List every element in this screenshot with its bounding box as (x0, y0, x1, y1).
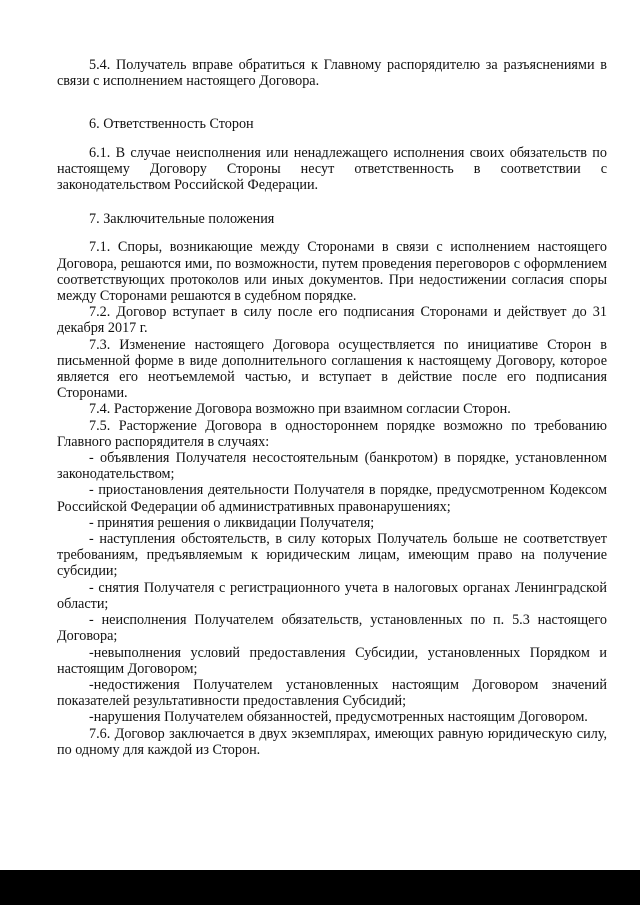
list-item: -нарушения Получателем обязанностей, предусмотренных настоящим Договором. (89, 709, 588, 726)
clause-7-6: 7.6. Договор заключается в двух экземплярах, имеющих равную юридическую силу, по одному для каждой из Сторон. (57, 725, 607, 758)
clause-7-4: 7.4. Расторжение Договора возможно при взаимном согласии Сторон. (89, 401, 511, 418)
list-item: -недостижения Получателем установленных настоящим Договором значений показателей результативности предоставления Субсидий; (57, 676, 607, 710)
clause-7-1: 7.1. Споры, возникающие между Сторонами в связи с исполнением настоящего Договора, решаются ими, по возможности, путем проведения переговоров с оформлением соответствующих протоколов или иных документов. При недостижении согласия споры между Сторонами решаются в судебном порядке. (57, 239, 607, 305)
section-7-heading: 7. Заключительные положения (89, 211, 275, 228)
list-item: - приостановления деятельности Получателя в порядке, предусмотренном Кодексом Российской Федерации об административных правонарушениях; (57, 482, 607, 515)
scan-bottom-edge (0, 870, 640, 905)
clause-7-5: 7.5. Расторжение Договора в одностороннем порядке возможно по требованию Главного распорядителя в случаях: (57, 417, 607, 450)
list-item: - принятия решения о ликвидации Получателя; (89, 514, 375, 531)
section-6-heading: 6. Ответственность Сторон (89, 116, 254, 133)
document-body (57, 57, 607, 758)
clause-5-4: 5.4. Получатель вправе обратиться к Главному распорядителю за разъяснениями в связи с исполнением настоящего Договора. (57, 57, 607, 90)
list-item: - неисполнения Получателем обязательств, установленных по п. 5.3 настоящего Договора; (57, 612, 607, 645)
clause-7-3: 7.3. Изменение настоящего Договора осуществляется по инициативе Сторон в письменной форме в виде дополнительного соглашения к настоящему Договору, которое является его неотъемлемой частью, и вступает в действие после его подписания Сторонами. (57, 336, 607, 402)
list-item: - объявления Получателя несостоятельным (банкротом) в порядке, установленном законодательством; (57, 450, 607, 483)
clause-6-1: 6.1. В случае неисполнения или ненадлежащего исполнения своих обязательств по настоящему Договору Стороны несут ответственность в соответствии с законодательством Российской Федерации. (57, 144, 607, 194)
list-item: -невыполнения условий предоставления Субсидии, установленных Порядком и настоящим Договором; (57, 644, 607, 677)
list-item: - снятия Получателя с регистрационного учета в налоговых органах Ленинградской области; (57, 579, 607, 612)
list-item: - наступления обстоятельств, в силу которых Получатель больше не соответствует требованиям, предъявляемым к юридическим лицам, имеющим право на получение субсидии; (57, 531, 607, 580)
clause-7-2: 7.2. Договор вступает в силу после его подписания Сторонами и действует до 31 декабря 2017 г. (57, 304, 607, 337)
